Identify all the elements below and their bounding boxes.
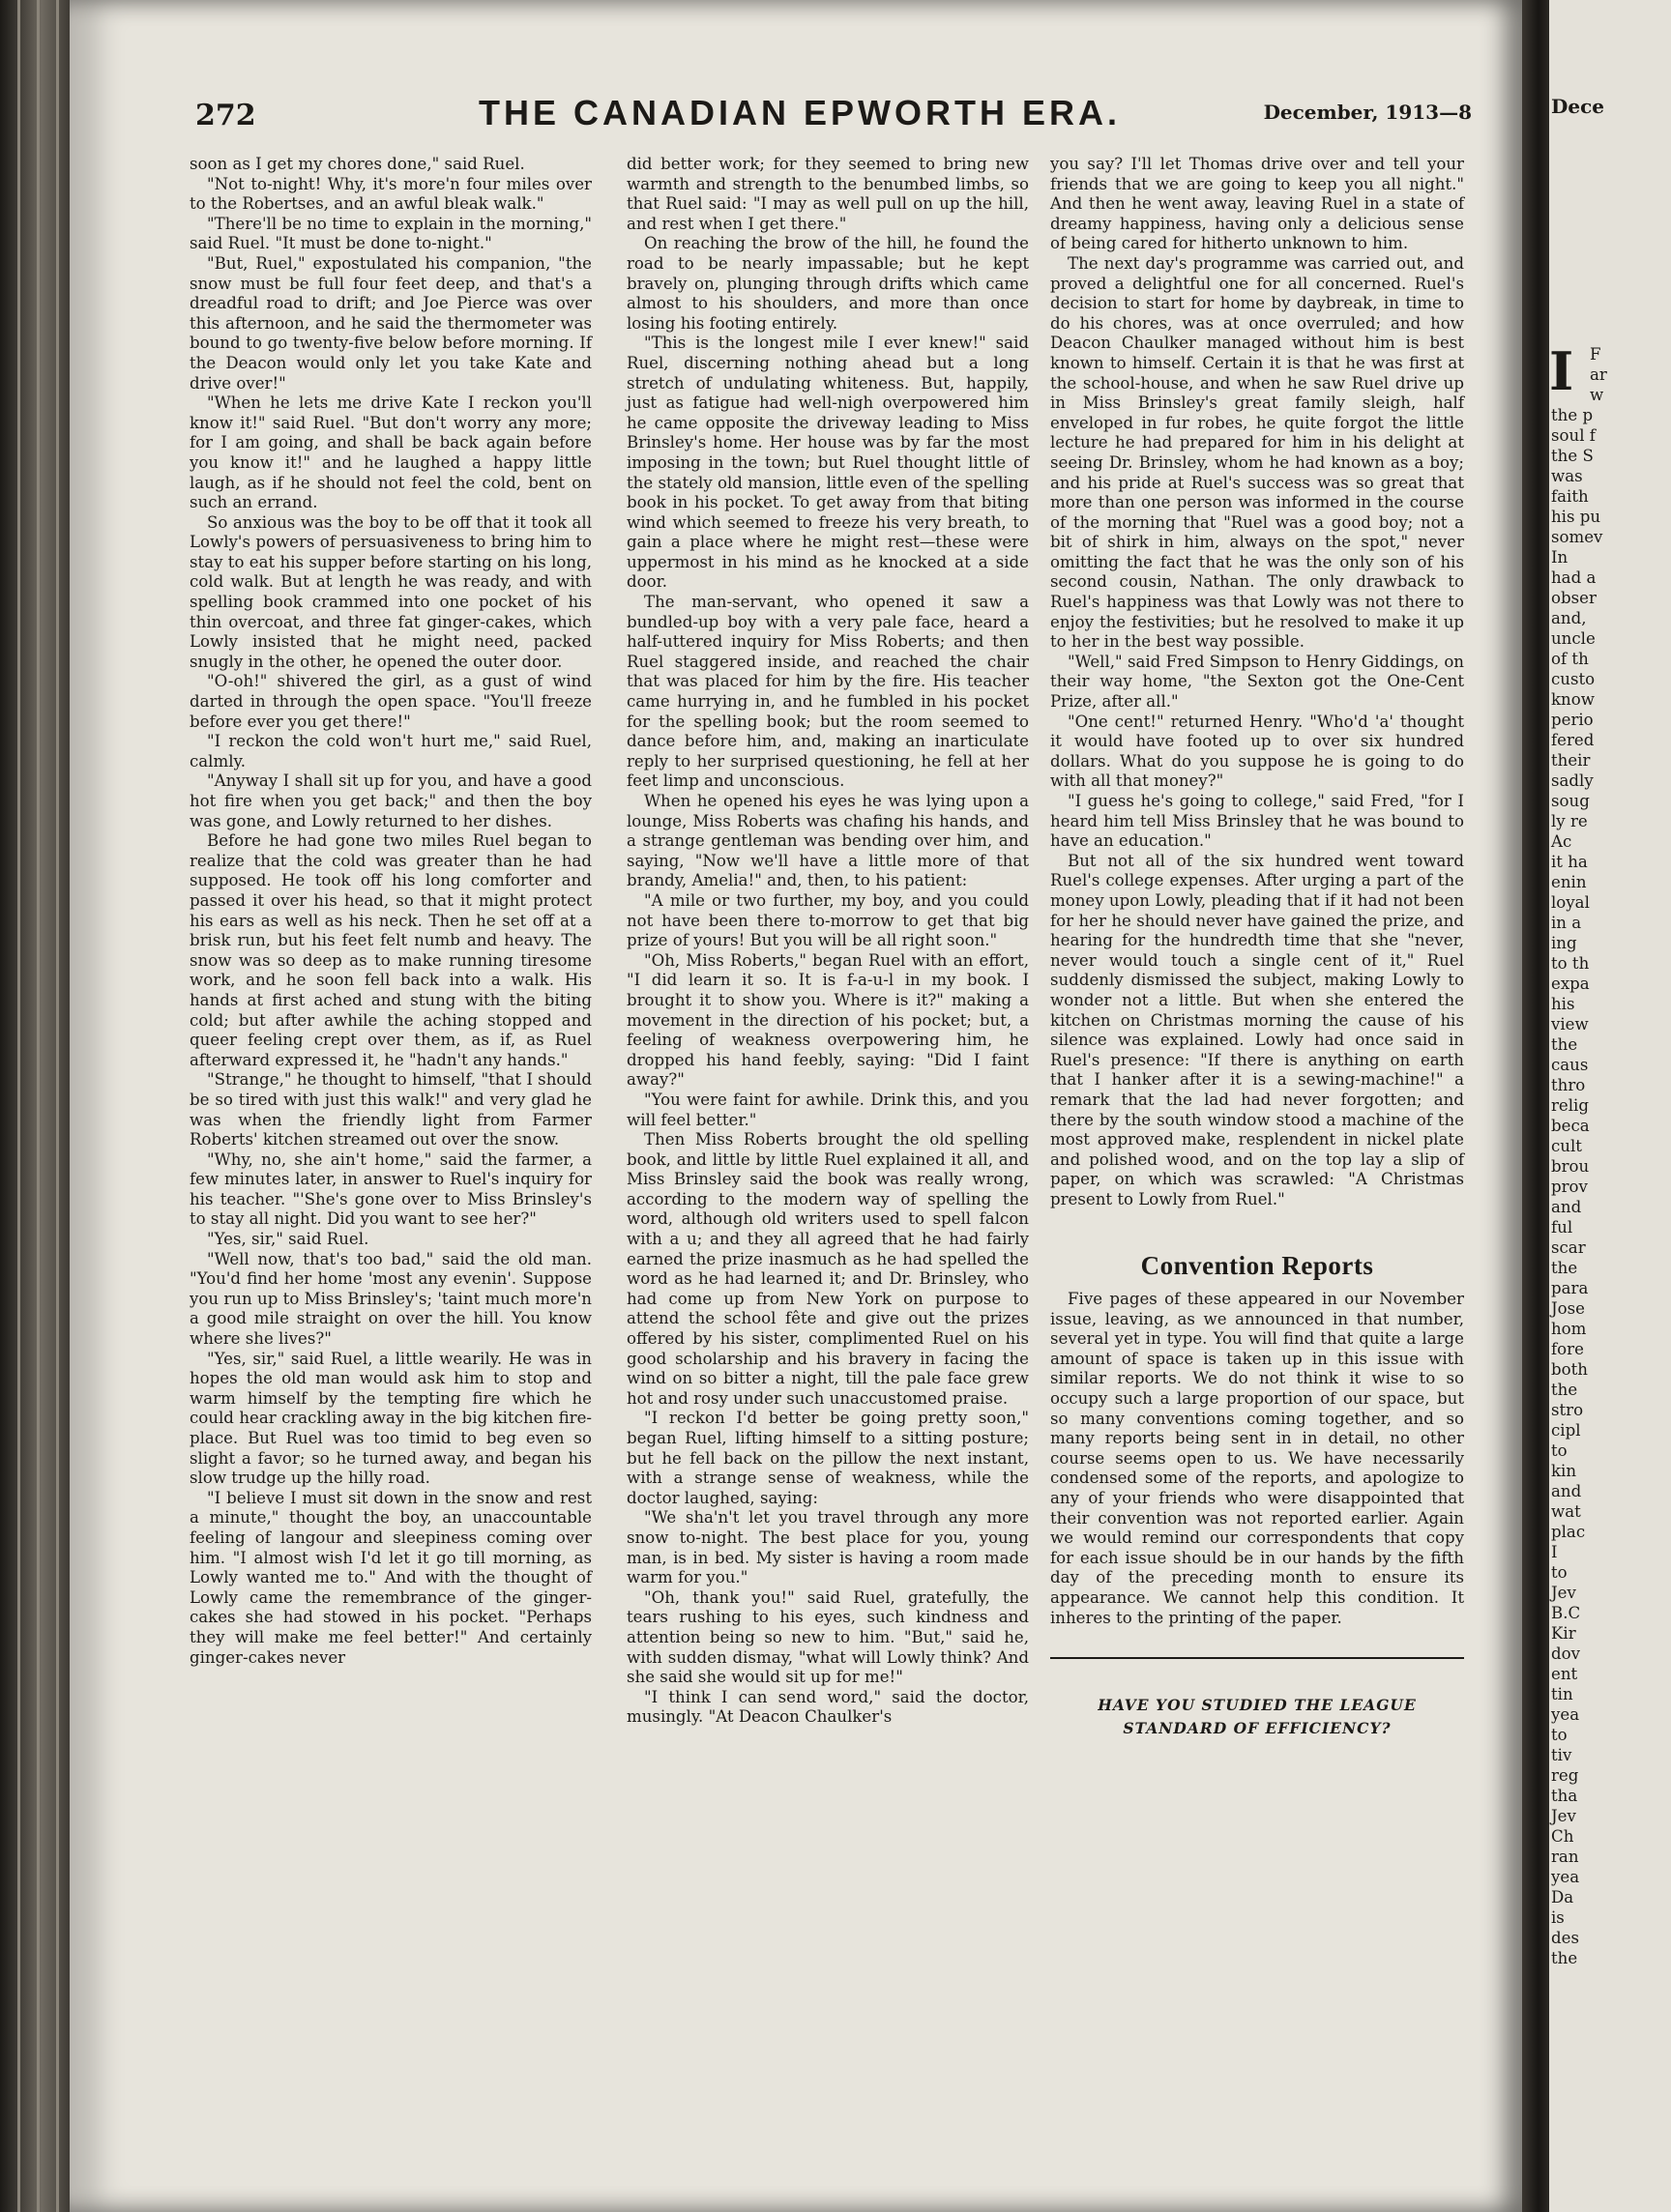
facing-page-line: prov	[1551, 1178, 1588, 1196]
paragraph: "Yes, sir," said Ruel.	[207, 1230, 369, 1249]
facing-page-line: thro	[1551, 1076, 1586, 1094]
paragraph: "O-oh!" shivered the girl, as a gust of wind darted in through the open space. "You'll freeze before ever you get there!"	[190, 672, 592, 731]
paragraph: "You were faint for awhile. Drink this, and you will feel better."	[627, 1090, 1029, 1129]
paragraph: "There'll be no time to explain in the morning," said Ruel. "It must be done to-night."	[190, 214, 592, 253]
facing-page-line: to	[1551, 1563, 1568, 1582]
facing-page-line: I	[1551, 1543, 1558, 1561]
paragraph: "Well," said Fred Simpson to Henry Giddings, on their way home, "the Sexton got the One-Cent Prize, after all."	[1050, 652, 1464, 712]
paragraph: "We sha'n't let you travel through any more snow to-night. The best place for you, young man, is in bed. My sister is having a room made warm for you."	[627, 1508, 1029, 1587]
facing-page-line: to	[1551, 1726, 1568, 1744]
facing-page-line: perio	[1551, 711, 1594, 729]
facing-page-line: Jev	[1551, 1584, 1576, 1602]
facing-page-line: In	[1551, 548, 1568, 567]
paragraph: "Oh, Miss Roberts," began Ruel with an effort, "I did learn it so. It is f-a-u-l in my book. I brought it to show you. Where is it?" making a movement in the direction of his pocket; but, a feeling of weakness overpowering him, he dropped his hand feebly, saying: "Did I faint away?"	[627, 950, 1029, 1090]
facing-page-line: ar	[1590, 365, 1607, 384]
facing-page-line: tin	[1551, 1685, 1573, 1703]
column-3	[1050, 155, 1464, 1740]
facing-page-line: fore	[1551, 1340, 1584, 1358]
facing-page-line: yea	[1551, 1868, 1580, 1886]
paragraph: "Strange," he thought to himself, "that I should be so tired with just this walk!" and very glad he was when the friendly light from Farmer Roberts' kitchen streamed out over the snow.	[190, 1070, 592, 1150]
facing-page-line: and	[1551, 1198, 1582, 1216]
facing-page-line: Jose	[1551, 1299, 1585, 1318]
facing-page-line: para	[1551, 1279, 1589, 1297]
paragraph: did better work; for they seemed to bring new warmth and strength to the benumbed limbs, so that Ruel said: "I may as well pull on up the hill, and rest when I get there."	[627, 155, 1029, 233]
facing-page-line: to th	[1551, 954, 1590, 973]
facing-page-line: their	[1551, 751, 1591, 770]
paragraph: Before he had gone two miles Ruel began to realize that the cold was greater than he had supposed. He took off his long comforter and passed it over his head, so that it might protect his ears as well as his neck. Then he set off at a brisk run, but his feet felt numb and heavy. The snow was so deep as to make running tiresome work, and he soon fell back into a walk. His hands at first ached and stung with the biting cold; but after awhile the aching stopped and queer feeling crept over them, as if, as Ruel afterward expressed it, he "hadn't any hands."	[190, 831, 592, 1069]
convention-reports-body: Five pages of these appeared in our November issue, leaving, as we announced in that number, several yet in type. You will find that quite a large amount of space is taken up in this issue with similar reports. We do not think it wise to so occupy such a large proportion of our space, but so many conventions coming together, and so many reports being sent in in detail, no other course seems open to us. We have necessarily condensed some of the reports, and apologize to any of your friends who were disappointed that their convention was not reported earlier. Again we would remind our correspondents that copy for each issue should be in our hands by the fifth day of the preceding month to ensure its appearance. We cannot help this condition. It inheres to the printing of the paper.	[1050, 1290, 1464, 1627]
paragraph: Then Miss Roberts brought the old spelling book, and little by little Ruel explained it all, and Miss Brinsley said the book was really wrong, according to the modern way of spelling the word, although old writers used to spell falcon with a u; and they all agreed that he had fairly earned the prize inasmuch as he had spelled the word as he had learned it; and Dr. Brinsley, who had come up from New York on purpose to attend the school fête and give out the prizes offered by his sister, complimented Ruel on his good scholarship and his bravery in facing the wind on so bitter a night, till the pale face grew hot and rosy under such unaccustomed praise.	[627, 1130, 1029, 1408]
facing-page-line: know	[1551, 690, 1595, 709]
facing-page-line: des	[1551, 1929, 1579, 1947]
league-standard-note: HAVE YOU STUDIED THE LEAGUE STANDARD OF EFFICIENCY?	[1098, 1696, 1417, 1738]
facing-page-line: the	[1551, 1949, 1578, 1967]
facing-page-line: soug	[1551, 792, 1590, 810]
facing-page-line: soul f	[1551, 426, 1596, 445]
facing-page-line: caus	[1551, 1056, 1589, 1074]
facing-page-line: the	[1551, 1259, 1578, 1277]
paragraph: The man-servant, who opened it saw a bundled-up boy with a very pale face, heard a half-uttered inquiry for Miss Roberts; and then Ruel staggered inside, and reached the chair that was placed for him by the fire. His teacher came hurrying in, and he fumbled in his pocket for the spelling book; but the room seemed to dance before him, and, making an inarticulate reply to her surprised questioning, he fell at her feet limp and unconscious.	[627, 593, 1029, 791]
facing-page-line: kin	[1551, 1462, 1577, 1480]
facing-page-line: his pu	[1551, 508, 1601, 526]
paragraph: "I believe I must sit down in the snow and rest a minute," thought the boy, an unaccountable feeling of langour and sleepiness coming over him. "I almost wish I'd let it go till morning, as Lowly wanted me to." And with the thought of Lowly came the remembrance of the ginger-cakes she had stowed in his pocket. "Perhaps they will make me feel better!" And certainly ginger-cakes never	[190, 1488, 592, 1667]
facing-page-line: ent	[1551, 1665, 1578, 1683]
facing-page-line: ful	[1551, 1218, 1573, 1237]
facing-page-line: cult	[1551, 1137, 1582, 1155]
facing-page-line: the p	[1551, 406, 1594, 424]
facing-page-line: Kir	[1551, 1624, 1576, 1643]
paragraph: "When he lets me drive Kate I reckon you'll know it!" said Ruel. "But don't worry any more; for I am going, and shall be back again before you know it!" and he laughed a happy little laugh, as if he should not feel the cold, bent on such an errand.	[190, 393, 592, 512]
facing-page-line: B.C	[1551, 1604, 1581, 1622]
facing-page-line: sadly	[1551, 771, 1594, 790]
paragraph: But not all of the six hundred went toward Ruel's college expenses. After urging a part of the money upon Lowly, pleading that if it had not been for her he should never have gained the prize, and hearing for the hundredth time that she "never, never would touch a single cent of it," Ruel suddenly dismissed the subject, making Lowly to wonder not a little. But when she entered the kitchen on Christmas morning the cause of his silence was explained. Lowly had once said in Ruel's presence: "If there is anything on earth that I hanker after it is a sewing-machine!" a remark that the lad had never forgotten; and there by the south window stood a machine of the most approved make, resplendent in nickel plate and polished wood, and on the top lay a slip of paper, on which was scrawled: "A Christmas present to Lowly from Ruel."	[1050, 851, 1464, 1208]
facing-page-drop-cap: I	[1549, 340, 1574, 402]
facing-page-line: hom	[1551, 1320, 1587, 1338]
facing-page-line: dov	[1551, 1644, 1580, 1663]
facing-page-line: Ac	[1551, 832, 1572, 851]
paragraph: "This is the longest mile I ever knew!" said Ruel, discerning nothing ahead but a long stretch of undulating whiteness. But, happily, just as fatigue had well-nigh overpowered him he came opposite the driveway leading to Miss Brinsley's home. Her house was by far the most imposing in the town; but Ruel thought little of the stately old mansion, little even of the spelling book in his pocket. To get away from that biting wind which seemed to freeze his very breath, to gain a place where he might rest—these were uppermost in his mind as he knocked at a side door.	[627, 334, 1029, 592]
facing-page-line: fered	[1551, 731, 1595, 749]
facing-page-line: beca	[1551, 1117, 1590, 1135]
facing-page-line: cipl	[1551, 1421, 1581, 1440]
facing-page-line: had a	[1551, 568, 1597, 587]
facing-page-line: stro	[1551, 1401, 1584, 1419]
paragraph: So anxious was the boy to be off that it took all Lowly's powers of persuasiveness to bring him to stay to eat his supper before starting on his long, cold walk. But at length he was ready, and with spelling book crammed into one pocket of his thin overcoat, and three fat ginger-cakes, which Lowly insisted that he might need, packed snugly in the other, he opened the outer door.	[190, 512, 592, 671]
facing-page-line: it ha	[1551, 853, 1588, 871]
paragraph: "One cent!" returned Henry. "Who'd 'a' thought it would have footed up to over six hundred dollars. What do you suppose he is going to do with all that money?"	[1050, 712, 1464, 791]
paragraph: soon as I get my chores done," said Ruel.	[190, 155, 525, 173]
facing-page-line: Ch	[1551, 1827, 1574, 1846]
page-edge-line	[17, 0, 20, 2212]
facing-page-line: in a	[1551, 914, 1582, 932]
facing-page-line: brou	[1551, 1157, 1590, 1176]
paragraph: "I guess he's going to college," said Fred, "for I heard him tell Miss Brinsley that he was bound to have an education."	[1050, 792, 1464, 851]
facing-page-line: enin	[1551, 873, 1587, 891]
facing-page-line: uncle	[1551, 629, 1596, 648]
facing-page-line: and	[1551, 1482, 1582, 1500]
paragraph: "Why, no, she ain't home," said the farmer, a few minutes later, in answer to Ruel's inquiry for his teacher. "'She's gone over to Miss Brinsley's to stay all night. Did you want to see her?"	[190, 1150, 592, 1229]
facing-page-line: the	[1551, 1381, 1578, 1399]
facing-page-line: loyal	[1551, 893, 1590, 912]
facing-page-line: ly re	[1551, 812, 1588, 830]
facing-page-line: his	[1551, 995, 1575, 1013]
facing-page-line: relig	[1551, 1096, 1589, 1115]
page-edge-line	[56, 0, 59, 2212]
facing-page-line: yea	[1551, 1705, 1580, 1724]
facing-page-line: reg	[1551, 1766, 1579, 1785]
page-edge-line	[37, 0, 40, 2212]
column-2	[627, 155, 1029, 1728]
facing-page-line: is	[1551, 1908, 1565, 1927]
issue-date: December, 1913—8	[1263, 101, 1472, 124]
binding-gutter	[1522, 0, 1549, 2212]
page-number: 272	[195, 99, 256, 132]
facing-page-line: expa	[1551, 975, 1590, 993]
facing-page-line: of th	[1551, 650, 1589, 668]
facing-page-line: ing	[1551, 934, 1577, 952]
facing-page-line: ran	[1551, 1848, 1579, 1866]
facing-page-line: tha	[1551, 1787, 1578, 1805]
paragraph: "Yes, sir," said Ruel, a little wearily. He was in hopes the old man would ask him to stop and warm himself by the tempting fire which he could hear crackling away in the big kitchen fire-place. But Ruel was too timid to beg even so slight a favor; so he turned away, and began his slow trudge up the hilly road.	[190, 1349, 592, 1488]
paragraph: "But, Ruel," expostulated his companion, "the snow must be full four feet deep, and that's a dreadful road to drift; and Joe Pierce was over this afternoon, and he said the thermometer was bound to go twenty-five below before morning. If the Deacon would only let you take Kate and drive over!"	[190, 253, 592, 393]
facing-page-line: faith	[1551, 487, 1589, 506]
facing-page-line: to	[1551, 1441, 1568, 1460]
facing-page-line: wat	[1551, 1502, 1581, 1521]
facing-page-line: tiv	[1551, 1746, 1572, 1764]
page-header	[128, 93, 1472, 141]
facing-page-line: obser	[1551, 589, 1597, 607]
facing-page-line: view	[1551, 1015, 1589, 1033]
paragraph: "I think I can send word," said the doctor, musingly. "At Deacon Chaulker's	[627, 1687, 1029, 1727]
paragraph: The next day's programme was carried out, and proved a delightful one for all concerned. Ruel's decision to start for home by daybreak, in time to do his chores, was at once overruled; and how Deacon Chaulker managed without him is best known to himself. Certain it is that he was first at the school-house, and when he saw Ruel drive up in Miss Brinsley's great family sleigh, half enveloped in fur robes, he quite forgot the little lecture he had prepared for him in his delight at seeing Dr. Brinsley, whom he had known as a boy; and his pride at Ruel's success was so great that more than one person was informed in the course of the morning that "Ruel was a good boy; not a bit of shirk in him, always on the spot," never omitting the fact that he was the only son of his second cousin, Nathan. The only drawback to Ruel's happiness was that Lowly was not there to enjoy the festivities; but he resolved to make it up to her in the best way possible.	[1050, 253, 1464, 652]
paragraph: "I reckon I'd better be going pretty soon," began Ruel, lifting himself to a sitting posture; but he fell back on the pillow the next instant, with a strange sense of weakness, while the doctor laughed, saying:	[627, 1409, 1029, 1507]
facing-page-line: Da	[1551, 1888, 1574, 1906]
publication-title: THE CANADIAN EPWORTH ERA.	[479, 93, 1121, 132]
paragraph: On reaching the brow of the hill, he found the road to be nearly impassable; but he kept bravely on, plunging through drifts which came almost to his shoulders, and more than once losing his footing entirely.	[627, 234, 1029, 333]
paragraph: "A mile or two further, my boy, and you could not have been there to-morrow to get that big prize of yours! But you will be all right soon."	[627, 890, 1029, 950]
paragraph: "Anyway I shall sit up for you, and have a good hot fire when you get back;" and then the boy was gone, and Lowly returned to her dishes.	[190, 771, 592, 830]
facing-page-line: somev	[1551, 528, 1603, 546]
facing-page-line: the	[1551, 1035, 1578, 1054]
paragraph: When he opened his eyes he was lying upon a lounge, Miss Roberts was chafing his hands, and a strange gentleman was bending over him, and saying, "Now we'll have a little more of that brandy, Amelia!" and, then, to his patient:	[627, 792, 1029, 890]
facing-page-line: F	[1590, 345, 1601, 364]
facing-page-line: w	[1590, 386, 1604, 404]
facing-page-text	[1551, 344, 1671, 1968]
facing-page-line: scar	[1551, 1238, 1586, 1257]
book-edge	[0, 0, 70, 2212]
column-1	[190, 155, 592, 1668]
convention-reports-heading: Convention Reports	[1140, 1251, 1374, 1281]
facing-page-line: and,	[1551, 609, 1587, 627]
paragraph: "Not to-night! Why, it's more'n four miles over to the Robertses, and an awful bleak walk."	[190, 174, 592, 214]
paragraph: you say? I'll let Thomas drive over and tell your friends that we are going to keep you all night." And then he went away, leaving Ruel in a state of dreamy happiness, having only a delicious sense of being cared for hitherto unknown to him.	[1050, 155, 1464, 253]
facing-page-line: plac	[1551, 1523, 1586, 1541]
facing-page-line: the S	[1551, 447, 1594, 465]
paragraph: "Oh, thank you!" said Ruel, gratefully, the tears rushing to his eyes, such kindness and attention being so new to him. "But," said he, with sudden dismay, "what will Lowly think? And she said she would sit up for me!"	[627, 1587, 1029, 1687]
paragraph: "I reckon the cold won't hurt me," said Ruel, calmly.	[190, 732, 592, 771]
facing-page-line: was	[1551, 467, 1583, 485]
facing-page-line: Jev	[1551, 1807, 1576, 1825]
paragraph: "Well now, that's too bad," said the old man. "You'd find her home 'most any evenin'. Suppose you run up to Miss Brinsley's; 'taint much more'n a good mile straight on over the hill. You know where she lives?"	[190, 1249, 592, 1349]
facing-page-header: Dece	[1551, 95, 1604, 118]
facing-page-fragment	[1549, 0, 1671, 2212]
facing-page-line: both	[1551, 1360, 1588, 1379]
facing-page-line: custo	[1551, 670, 1596, 688]
section-divider	[1050, 1657, 1464, 1659]
